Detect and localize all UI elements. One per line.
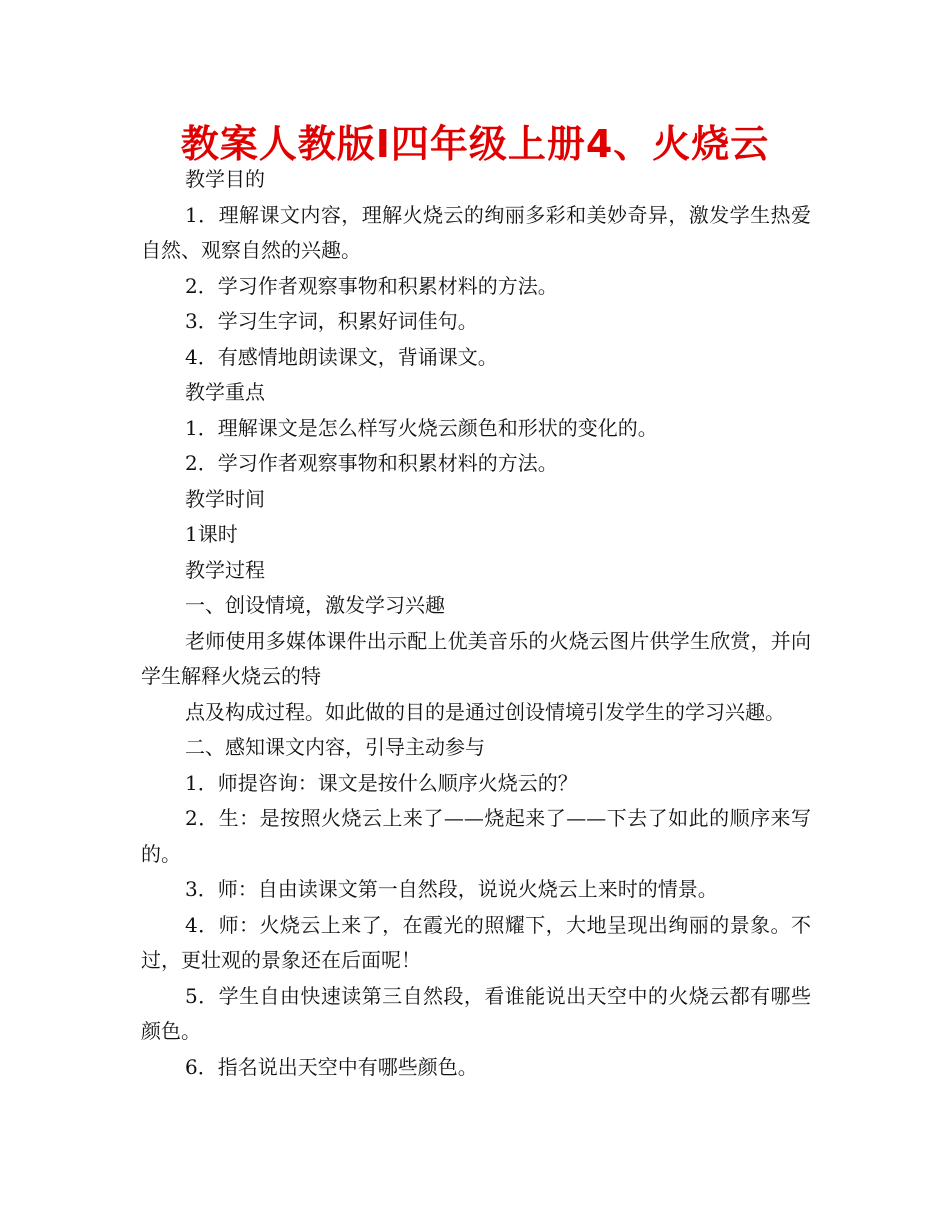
- paragraph: 教学重点: [185, 380, 265, 404]
- paragraph: 1．理解课文是怎么样写火烧云颜色和形状的变化的。: [185, 415, 658, 440]
- paragraph: 2．学习作者观察事物和积累材料的方法。: [185, 273, 558, 298]
- paragraph: 6．指名说出天空中有哪些颜色。: [185, 1054, 478, 1079]
- paragraph: 4．师：火烧云上来了，在霞光的照耀下，大地呈现出绚丽的景象。不过，更壮观的景象还在后面呢！: [141, 912, 811, 972]
- paragraph: 教学时间: [185, 486, 265, 511]
- paragraph: 4．有感情地朗读课文，背诵课文。: [185, 344, 498, 369]
- paragraph: 二、感知课文内容，引导主动参与: [185, 735, 485, 759]
- paragraph: 1．师提咨询：课文是按什么顺序火烧云的？: [185, 770, 578, 795]
- paragraph: 1课时: [185, 522, 238, 546]
- paragraph: 一、创设情境，激发学习兴趣: [185, 593, 445, 617]
- paragraph: 3．师：自由读课文第一自然段，说说火烧云上来时的情景。: [185, 877, 718, 901]
- paragraph: 老师使用多媒体课件出示配上优美音乐的火烧云图片供学生欣赏，并向学生解释火烧云的特: [141, 628, 811, 688]
- paragraph: 2．学习作者观察事物和积累材料的方法。: [185, 451, 558, 475]
- paragraph: 点及构成过程。如此做的目的是通过创设情境引发学生的学习兴趣。: [185, 699, 785, 724]
- paragraph: 5．学生自由快速读第三自然段，看谁能说出天空中的火烧云都有哪些颜色。: [141, 983, 811, 1043]
- document-body: [141, 162, 811, 1085]
- paragraph: 教学目的: [185, 167, 265, 191]
- paragraph: 3．学习生字词，积累好词佳句。: [185, 309, 478, 333]
- paragraph: 1．理解课文内容，理解火烧云的绚丽多彩和美妙奇异，激发学生热爱自然、观察自然的兴趣。: [141, 202, 811, 262]
- paragraph: 2．生：是按照火烧云上来了——烧起来了——下去了如此的顺序来写的。: [141, 806, 811, 866]
- paragraph: 教学过程: [185, 557, 265, 582]
- document-title: 教案人教版Ⅰ四年级上册4、火烧云: [180, 122, 770, 166]
